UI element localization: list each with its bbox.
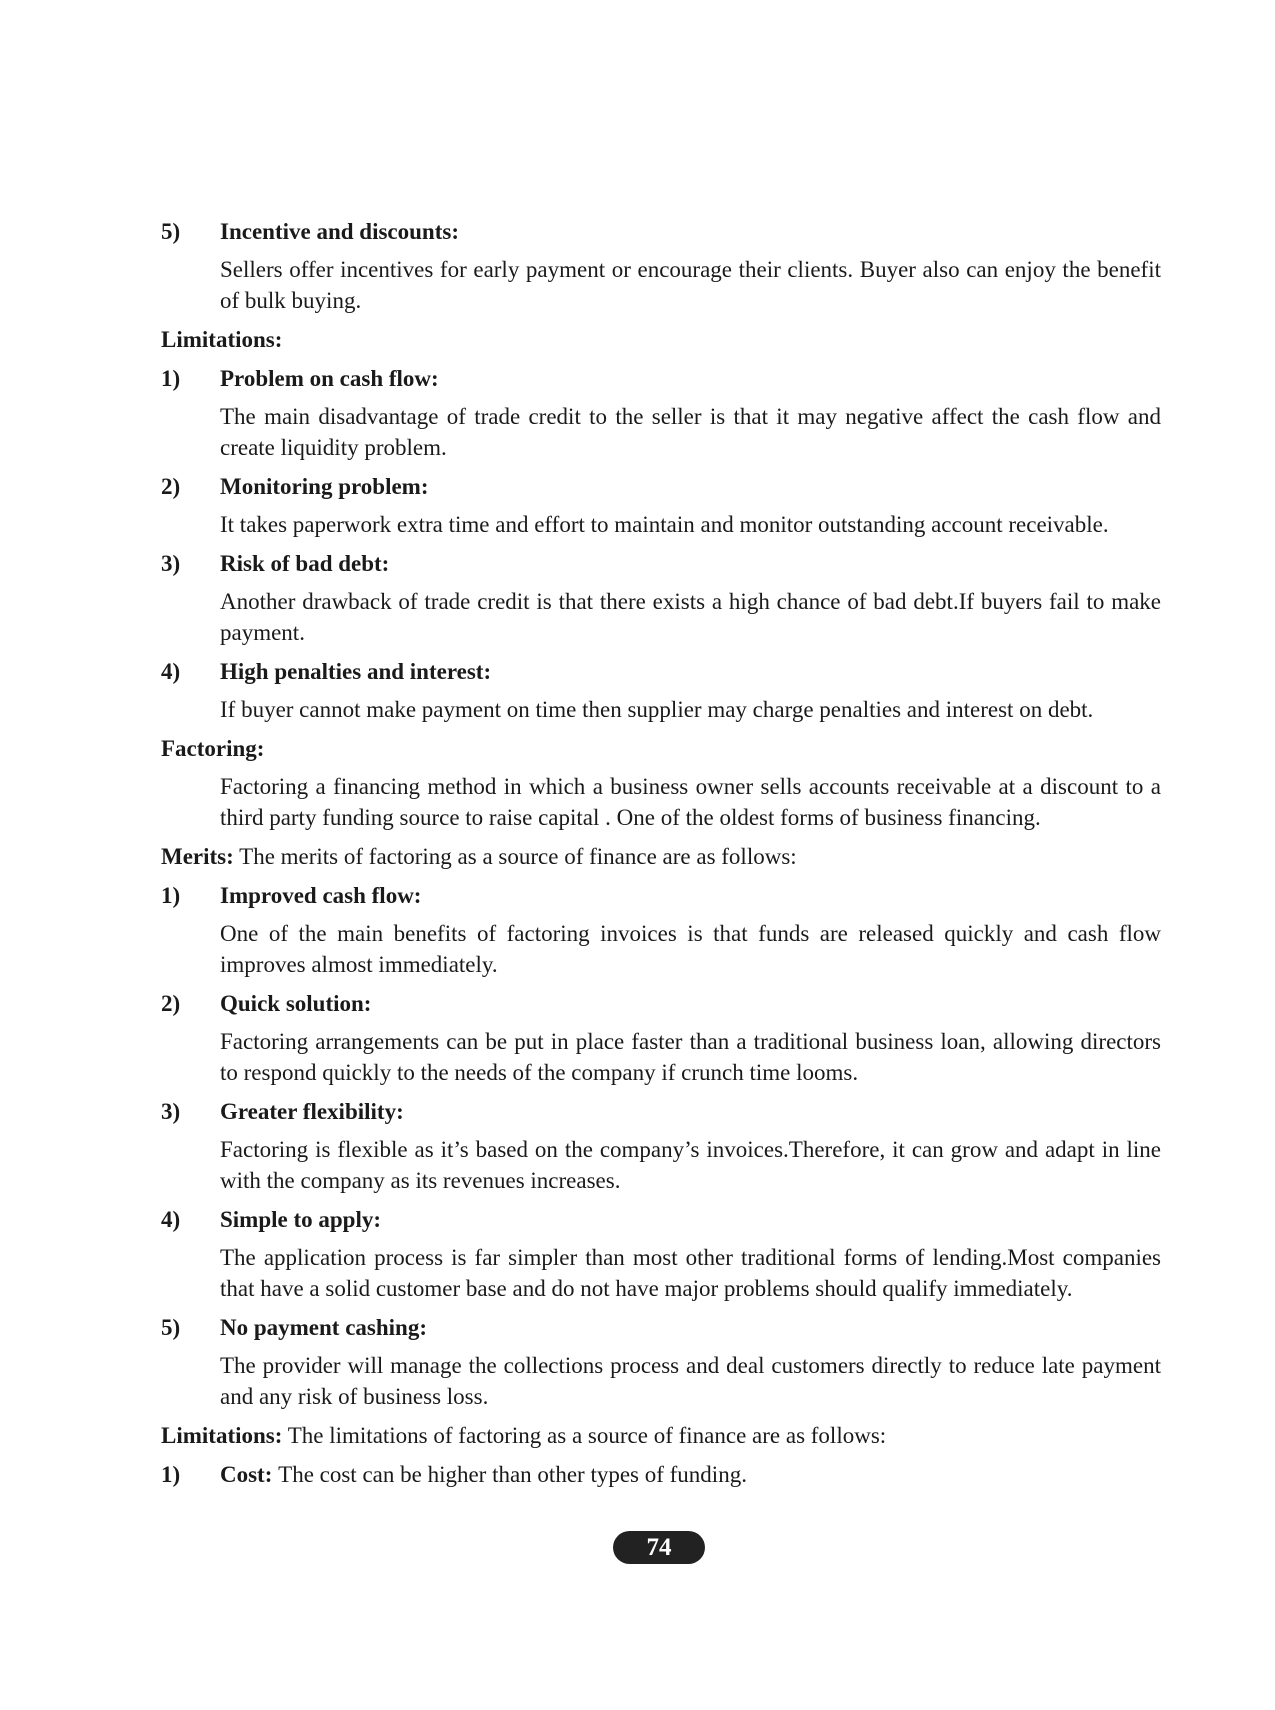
limitations-intro-text: The limitations of factoring as a source of finance are as follows: [287, 1423, 887, 1448]
list-item-heading [161, 216, 1161, 247]
item-heading: Simple to apply: [220, 1207, 382, 1232]
item-number: 3) [161, 1099, 181, 1124]
factoring-definition: Factoring a financing method in which a business owner sells accounts receivable at a discount to a third party funding source to raise capital . One of the oldest forms of business financing. [220, 774, 1161, 830]
item-number: 2) [161, 474, 181, 499]
page-number-badge: 74 [613, 1531, 705, 1564]
item-number: 1) [161, 883, 181, 908]
item-number: 4) [161, 1207, 181, 1232]
item-heading: Risk of bad debt: [220, 551, 390, 576]
item-number: 5) [161, 219, 181, 244]
item-number: 4) [161, 659, 181, 684]
list-item-heading [161, 656, 1161, 687]
item-heading-line [220, 1459, 1161, 1490]
item-text: Sellers offer incentives for early payment or encourage their clients. Buyer also can enjoy the benefit of bulk buying. [220, 257, 1161, 313]
item-number: 1) [161, 1462, 181, 1487]
item-heading: Greater flexibility: [220, 1099, 404, 1124]
list-item-heading [161, 1096, 1161, 1127]
page-content [161, 216, 1161, 1490]
merits-intro-text: The merits of factoring as a source of finance are as follows: [239, 844, 797, 869]
item-number: 3) [161, 551, 181, 576]
list-item-heading [161, 1204, 1161, 1235]
item-text: If buyer cannot make payment on time then supplier may charge penalties and interest on debt. [220, 697, 1094, 722]
item-text: The main disadvantage of trade credit to the seller is that it may negative affect the cash flow and create liquidity problem. [220, 404, 1161, 460]
item-text: The application process is far simpler than most other traditional forms of lending.Most companies that have a solid customer base and do not have major problems should qualify immediately. [220, 1245, 1161, 1301]
item-text: The provider will manage the collections process and deal customers directly to reduce late payment and any risk of business loss. [220, 1353, 1161, 1409]
item-number: 1) [161, 366, 181, 391]
item-heading: Problem on cash flow: [220, 366, 439, 391]
item-heading: High penalties and interest: [220, 659, 492, 684]
item-number: 5) [161, 1315, 181, 1340]
item-text: Another drawback of trade credit is that there exists a high chance of bad debt.If buyers fail to make payment. [220, 589, 1161, 645]
section-title-limitations: Limitations: [161, 327, 283, 352]
item-text: One of the main benefits of factoring invoices is that funds are released quickly and cash flow improves almost immediately. [220, 921, 1161, 977]
list-item-heading [161, 880, 1161, 911]
item-number: 2) [161, 991, 181, 1016]
limitations-label: Limitations: [161, 1423, 283, 1448]
list-item-heading [161, 363, 1161, 394]
list-item-heading [161, 988, 1161, 1019]
list-item-heading [161, 548, 1161, 579]
list-item-heading [161, 1312, 1161, 1343]
item-heading: Cost: [220, 1462, 273, 1487]
item-text: Factoring is flexible as it’s based on the company’s invoices.Therefore, it can grow and adapt in line with the company as its revenues increases. [220, 1137, 1161, 1193]
item-text: Factoring arrangements can be put in place faster than a traditional business loan, allowing directors to respond quickly to the needs of the company if crunch time looms. [220, 1029, 1161, 1085]
item-heading: Monitoring problem: [220, 474, 429, 499]
item-heading: No payment cashing: [220, 1315, 428, 1340]
item-heading: Quick solution: [220, 991, 372, 1016]
list-item-heading [161, 1459, 1161, 1490]
item-heading: Improved cash flow: [220, 883, 422, 908]
item-heading: Incentive and discounts: [220, 219, 459, 244]
merits-intro [161, 841, 1161, 872]
item-text: It takes paperwork extra time and effort to maintain and monitor outstanding account receivable. [220, 512, 1109, 537]
item-text: The cost can be higher than other types of funding. [278, 1462, 747, 1487]
section-title-factoring: Factoring: [161, 736, 265, 761]
list-item-heading [161, 471, 1161, 502]
merits-label: Merits: [161, 844, 234, 869]
factoring-limitations-intro [161, 1420, 1161, 1451]
